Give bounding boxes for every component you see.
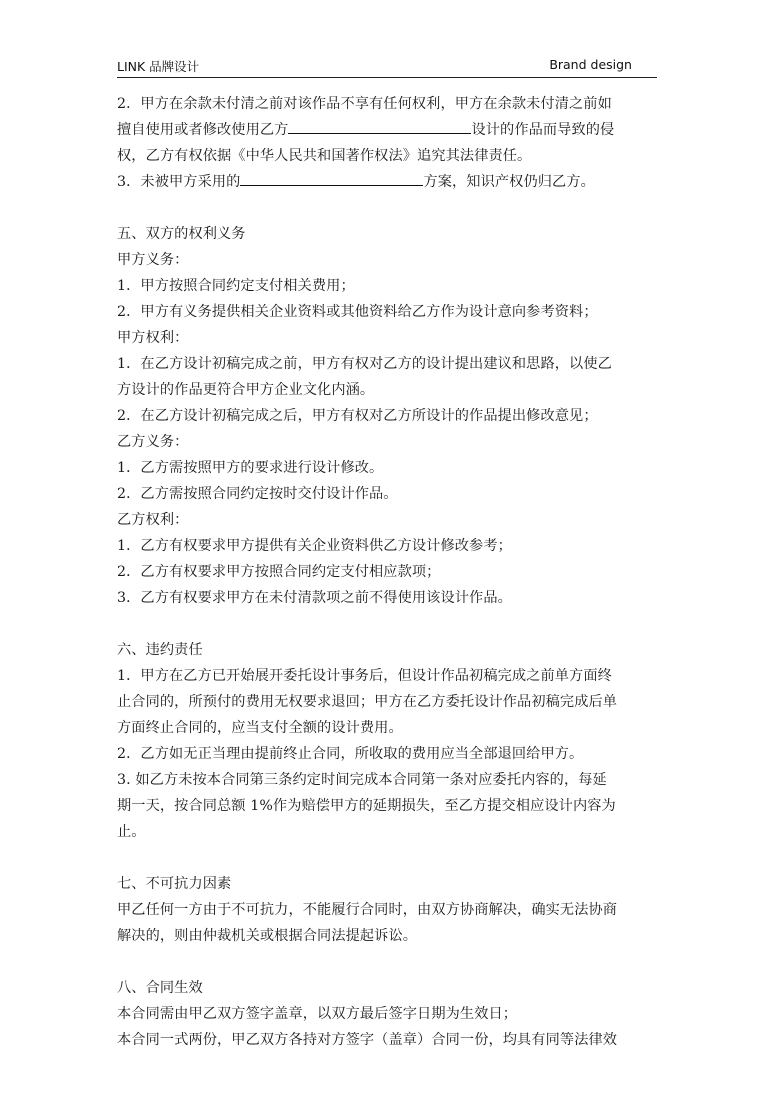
party-b-right-3: 3．乙方有权要求甲方在未付清款项之前不得使用该设计作品。 bbox=[117, 590, 512, 606]
party-a-duty-2: 2．甲方有义务提供相关企业资料或其他资料给乙方作为设计意向参考资料； bbox=[117, 304, 598, 320]
breach-1-line1: 1．甲方在乙方已开始展开委托设计事务后，但设计作品初稿完成之前单方面终 bbox=[117, 668, 612, 684]
text-segment: 3．未被甲方采用的 bbox=[117, 174, 241, 190]
party-b-duty-title: 乙方义务： bbox=[117, 434, 189, 450]
party-a-right-2: 2．在乙方设计初稿完成之后，甲方有权对乙方所设计的作品提出修改意见； bbox=[117, 408, 598, 424]
spacer bbox=[117, 195, 662, 221]
fill-in-blank bbox=[240, 169, 423, 186]
party-b-right-1: 1．乙方有权要求甲方提供有关企业资料供乙方设计修改参考； bbox=[117, 538, 512, 554]
breach-1-line3: 方面终止合同的，应当支付全额的设计费用。 bbox=[117, 720, 403, 736]
spacer bbox=[117, 845, 662, 871]
fill-in-blank bbox=[288, 117, 471, 134]
page-header bbox=[117, 57, 657, 78]
section-7-title: 七、不可抗力因素 bbox=[117, 876, 232, 892]
spacer bbox=[117, 949, 662, 975]
breach-3-line3: 止。 bbox=[117, 824, 146, 840]
effectiveness-2: 本合同一式两份，甲乙双方各持对方签字（盖章）合同一份，均具有同等法律效 bbox=[117, 1032, 618, 1048]
party-b-duty-2: 2．乙方需按照合同约定按时交付设计作品。 bbox=[117, 486, 398, 502]
breach-3-line2: 期一天，按合同总额 1%作为赔偿甲方的延期损失，至乙方提交相应设计内容为 bbox=[117, 798, 616, 814]
party-a-duty-1: 1．甲方按照合同约定支付相关费用； bbox=[117, 278, 355, 294]
text-segment: 设计的作品而导致的侵 bbox=[471, 122, 615, 138]
clause-ip-3 bbox=[117, 169, 662, 195]
party-a-right-title: 甲方权利： bbox=[117, 330, 189, 346]
breach-1-line2: 止合同的，所预付的费用无权要求退回；甲方在乙方委托设计作品初稿完成后单 bbox=[117, 694, 618, 710]
party-a-duty-title: 甲方义务： bbox=[117, 252, 189, 268]
section-5-title: 五、双方的权利义务 bbox=[117, 226, 246, 242]
header-brand-right: Brand design bbox=[549, 57, 632, 72]
section-6-title: 六、违约责任 bbox=[117, 642, 203, 658]
section-8-title: 八、合同生效 bbox=[117, 980, 203, 996]
clause-ip-2-line1: 2．甲方在余款未付清之前对该作品不享有任何权利，甲方在余款未付清之前如 bbox=[117, 96, 612, 112]
clause-ip-2-line3: 权，乙方有权依据《中华人民共和国著作权法》追究其法律责任。 bbox=[117, 148, 532, 164]
party-a-right-1-line1: 1．在乙方设计初稿完成之前，甲方有权对乙方的设计提出建议和思路，以使乙 bbox=[117, 356, 612, 372]
party-b-right-title: 乙方权利： bbox=[117, 512, 189, 528]
text-segment: 擅自使用或者修改使用乙方 bbox=[117, 122, 289, 138]
header-brand-left: LINK 品牌设计 bbox=[117, 59, 200, 74]
party-b-right-2: 2．乙方有权要求甲方按照合同约定支付相应款项； bbox=[117, 564, 441, 580]
party-b-duty-1: 1．乙方需按照甲方的要求进行设计修改。 bbox=[117, 460, 384, 476]
breach-3-line1: 3. 如乙方未按本合同第三条约定时间完成本合同第一条对应委托内容的，每延 bbox=[117, 772, 607, 788]
force-majeure-line1: 甲乙任何一方由于不可抗力，不能履行合同时，由双方协商解决，确实无法协商 bbox=[117, 902, 618, 918]
text-segment: 方案，知识产权仍归乙方。 bbox=[423, 174, 595, 190]
contract-body bbox=[117, 91, 662, 1053]
breach-2: 2．乙方如无正当理由提前终止合同，所收取的费用应当全部退回给甲方。 bbox=[117, 746, 584, 762]
force-majeure-line2: 解决的，则由仲裁机关或根据合同法提起诉讼。 bbox=[117, 928, 418, 944]
party-a-right-1-line2: 方设计的作品更符合甲方企业文化内涵。 bbox=[117, 382, 375, 398]
clause-ip-2-line2 bbox=[117, 117, 662, 143]
spacer bbox=[117, 611, 662, 637]
effectiveness-1: 本合同需由甲乙双方签字盖章，以双方最后签字日期为生效日； bbox=[117, 1006, 518, 1022]
